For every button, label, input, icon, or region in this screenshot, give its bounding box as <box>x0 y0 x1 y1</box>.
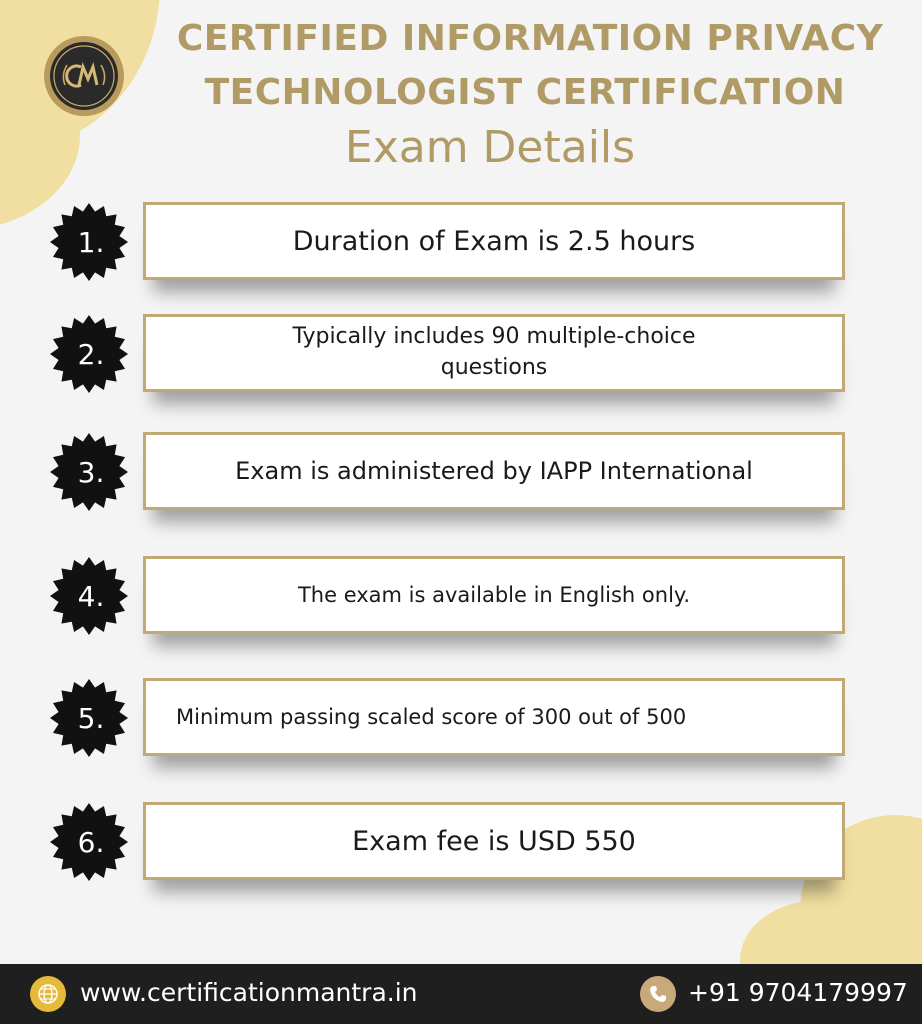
exam-detail-item <box>0 554 922 638</box>
cm-logo-icon <box>43 35 125 117</box>
page-title-line-2: TECHNOLOGIST CERTIFICATION <box>204 72 846 113</box>
badge-number: 5. <box>77 701 105 735</box>
detail-card-text: Typically includes 90 multiple-choice questions <box>143 314 845 392</box>
phone-number-link[interactable]: +91 9704179997 <box>688 978 908 1007</box>
detail-card-text: Exam is administered by IAPP International <box>143 432 845 510</box>
page-title-line-1: CERTIFIED INFORMATION PRIVACY <box>176 18 884 59</box>
page-subtitle: Exam Details <box>344 122 636 173</box>
number-badge <box>49 432 129 512</box>
number-badge <box>49 802 129 882</box>
detail-card-text: The exam is available in English only. <box>143 556 845 634</box>
number-badge <box>49 678 129 758</box>
footer-bar <box>0 964 922 1024</box>
phone-icon <box>640 976 676 1012</box>
exam-detail-item <box>0 676 922 760</box>
exam-detail-item <box>0 430 922 514</box>
number-badge <box>49 556 129 636</box>
detail-card-text: Minimum passing scaled score of 300 out of 500 <box>143 678 845 756</box>
number-badge <box>49 314 129 394</box>
exam-detail-item <box>0 800 922 884</box>
globe-icon <box>30 976 66 1012</box>
badge-number: 1. <box>77 225 105 259</box>
website-link[interactable]: www.certificationmantra.in <box>80 978 418 1007</box>
exam-detail-item <box>0 200 922 284</box>
badge-number: 2. <box>77 337 105 371</box>
exam-detail-item <box>0 312 922 396</box>
badge-number: 4. <box>77 579 105 613</box>
detail-card-text: Duration of Exam is 2.5 hours <box>143 202 845 280</box>
detail-card-text: Exam fee is USD 550 <box>143 802 845 880</box>
badge-number: 3. <box>77 455 105 489</box>
badge-number: 6. <box>77 825 105 859</box>
number-badge <box>49 202 129 282</box>
